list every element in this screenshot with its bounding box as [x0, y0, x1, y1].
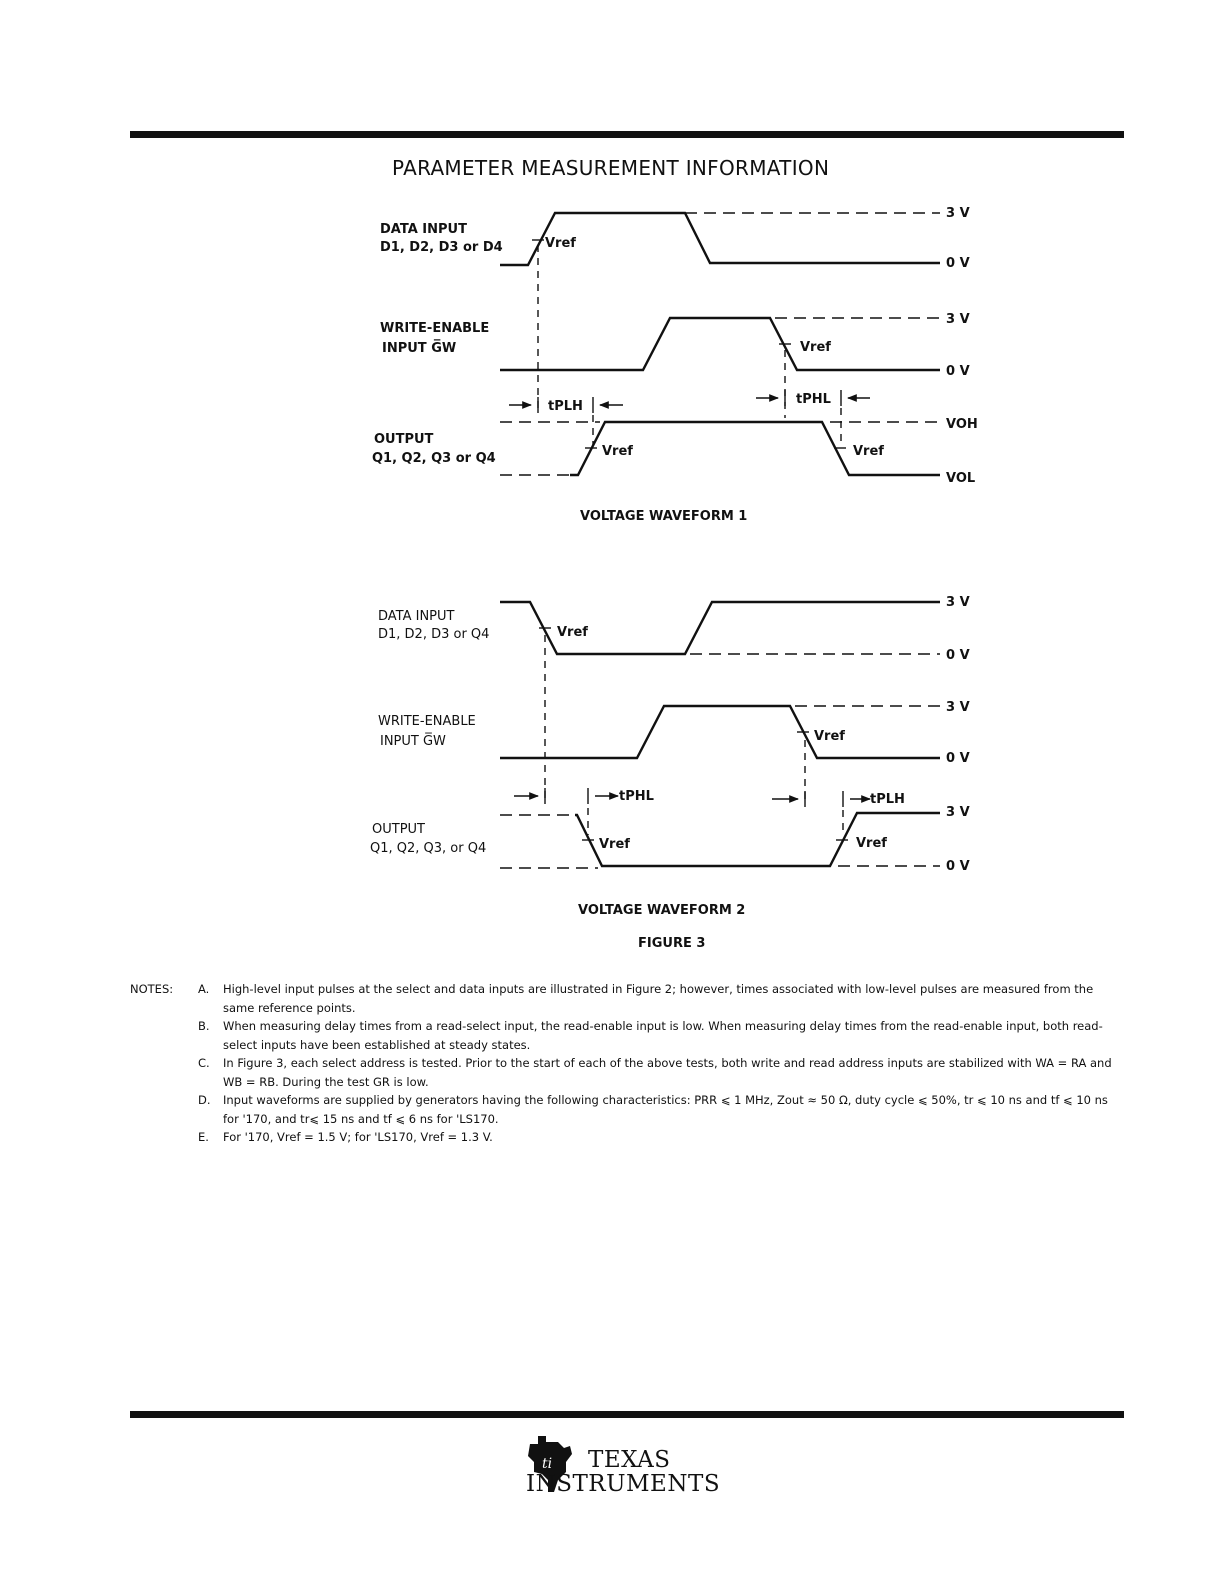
note-letter: D.	[198, 1093, 211, 1107]
note-text: In Figure 3, each select address is tested. Prior to the start of each of the above tests, both write and read address inputs are stabilized with WA = RA and WB = RB. During the test GR is low.	[223, 1056, 1112, 1089]
note-text: High-level input pulses at the select and data inputs are illustrated in Figure 2; however, times associated with low-level pulses are measured from the same reference points.	[223, 982, 1094, 1015]
wf1-vol-label: VOL	[946, 471, 976, 486]
wf2-data-3v-label: 3 V	[946, 595, 970, 610]
wf1-tphl-label: tPHL	[796, 392, 831, 407]
wf2-out-3v-label: 3 V	[946, 805, 970, 820]
wf1-voh-label: VOH	[946, 417, 978, 432]
page-title: PARAMETER MEASUREMENT INFORMATION	[392, 156, 830, 180]
wf2-output-label: OUTPUT	[372, 822, 425, 837]
svg-text:ti: ti	[542, 1456, 553, 1472]
wf2-vref-label-4: Vref	[856, 836, 887, 851]
note-text: Input waveforms are supplied by generators having the following characteristics: PRR ⩽ 1 MHz, Zout ≈ 50 Ω, duty cycle ⩽ 50%, tr ⩽ 10 ns and tf ⩽ 10 ns for '170, and tr⩽ 15 ns and tf ⩽ 6 ns for 'LS170.	[223, 1093, 1108, 1126]
wf1-data-input-sublabel: D1, D2, D3 or D4	[380, 240, 503, 255]
note-text: When measuring delay times from a read-select input, the read-enable input is low. When measuring delay times from the read-enable input, both read-select inputs have been established at steady states.	[223, 1019, 1103, 1052]
wf1-caption: VOLTAGE WAVEFORM 1	[580, 509, 748, 524]
note-text: For '170, Vref = 1.5 V; for 'LS170, Vref = 1.3 V.	[223, 1130, 493, 1144]
wf2-we-0v-label: 0 V	[946, 751, 970, 766]
wf1-vref-label-1: Vref	[545, 236, 576, 251]
wf2-out-0v-label: 0 V	[946, 859, 970, 874]
wf1-data-0v-label: 0 V	[946, 256, 970, 271]
wf1-vref-label-4: Vref	[853, 444, 884, 459]
wf2-tplh-label: tPLH	[870, 792, 905, 807]
brand-line-1: TEXAS	[588, 1447, 671, 1473]
wf1-output-label: OUTPUT	[374, 432, 434, 447]
ti-wordmark	[524, 1448, 720, 1496]
wf1-vref-label-3: Vref	[602, 444, 633, 459]
wf2-tphl-label: tPHL	[619, 789, 654, 804]
waveform-2	[370, 595, 970, 918]
wf2-vref-label-1: Vref	[557, 625, 588, 640]
wf1-write-enable-sublabel: INPUT G̅W	[382, 341, 457, 356]
wf2-data-input-label: DATA INPUT	[378, 609, 455, 624]
brand-line-2: INSTRUMENTS	[526, 1471, 721, 1497]
wf1-we-0v-label: 0 V	[946, 364, 970, 379]
waveform-1	[372, 206, 978, 524]
wf2-vref-label-3: Vref	[599, 837, 630, 852]
wf1-write-enable-signal	[500, 318, 940, 370]
wf1-output-sublabel: Q1, Q2, Q3 or Q4	[372, 451, 496, 466]
wf1-write-enable-label: WRITE-ENABLE	[380, 321, 490, 336]
note-letter: B.	[198, 1019, 210, 1033]
wf1-we-3v-label: 3 V	[946, 312, 970, 327]
note-letter: C.	[198, 1056, 210, 1070]
note-letter: E.	[198, 1130, 209, 1144]
wf2-data-input-sublabel: D1, D2, D3 or Q4	[378, 627, 490, 642]
wf2-write-enable-signal	[500, 706, 940, 758]
notes-label: NOTES:	[130, 982, 174, 996]
wf2-write-enable-sublabel: INPUT G̅W	[380, 734, 446, 749]
wf1-tplh-label: tPLH	[548, 399, 583, 414]
wf2-we-3v-label: 3 V	[946, 700, 970, 715]
wf2-data-0v-label: 0 V	[946, 648, 970, 663]
figure-caption: FIGURE 3	[638, 936, 706, 951]
wf2-vref-label-2: Vref	[814, 729, 845, 744]
note-letter: A.	[198, 982, 210, 996]
wf2-write-enable-label: WRITE-ENABLE	[378, 714, 476, 729]
wf1-vref-label-2: Vref	[800, 340, 831, 355]
wf2-caption: VOLTAGE WAVEFORM 2	[578, 903, 746, 918]
wf1-data-3v-label: 3 V	[946, 206, 970, 221]
wf2-output-sublabel: Q1, Q2, Q3, or Q4	[370, 841, 487, 856]
wf1-data-input-label: DATA INPUT	[380, 222, 467, 237]
bottom-rule	[130, 1411, 1124, 1418]
